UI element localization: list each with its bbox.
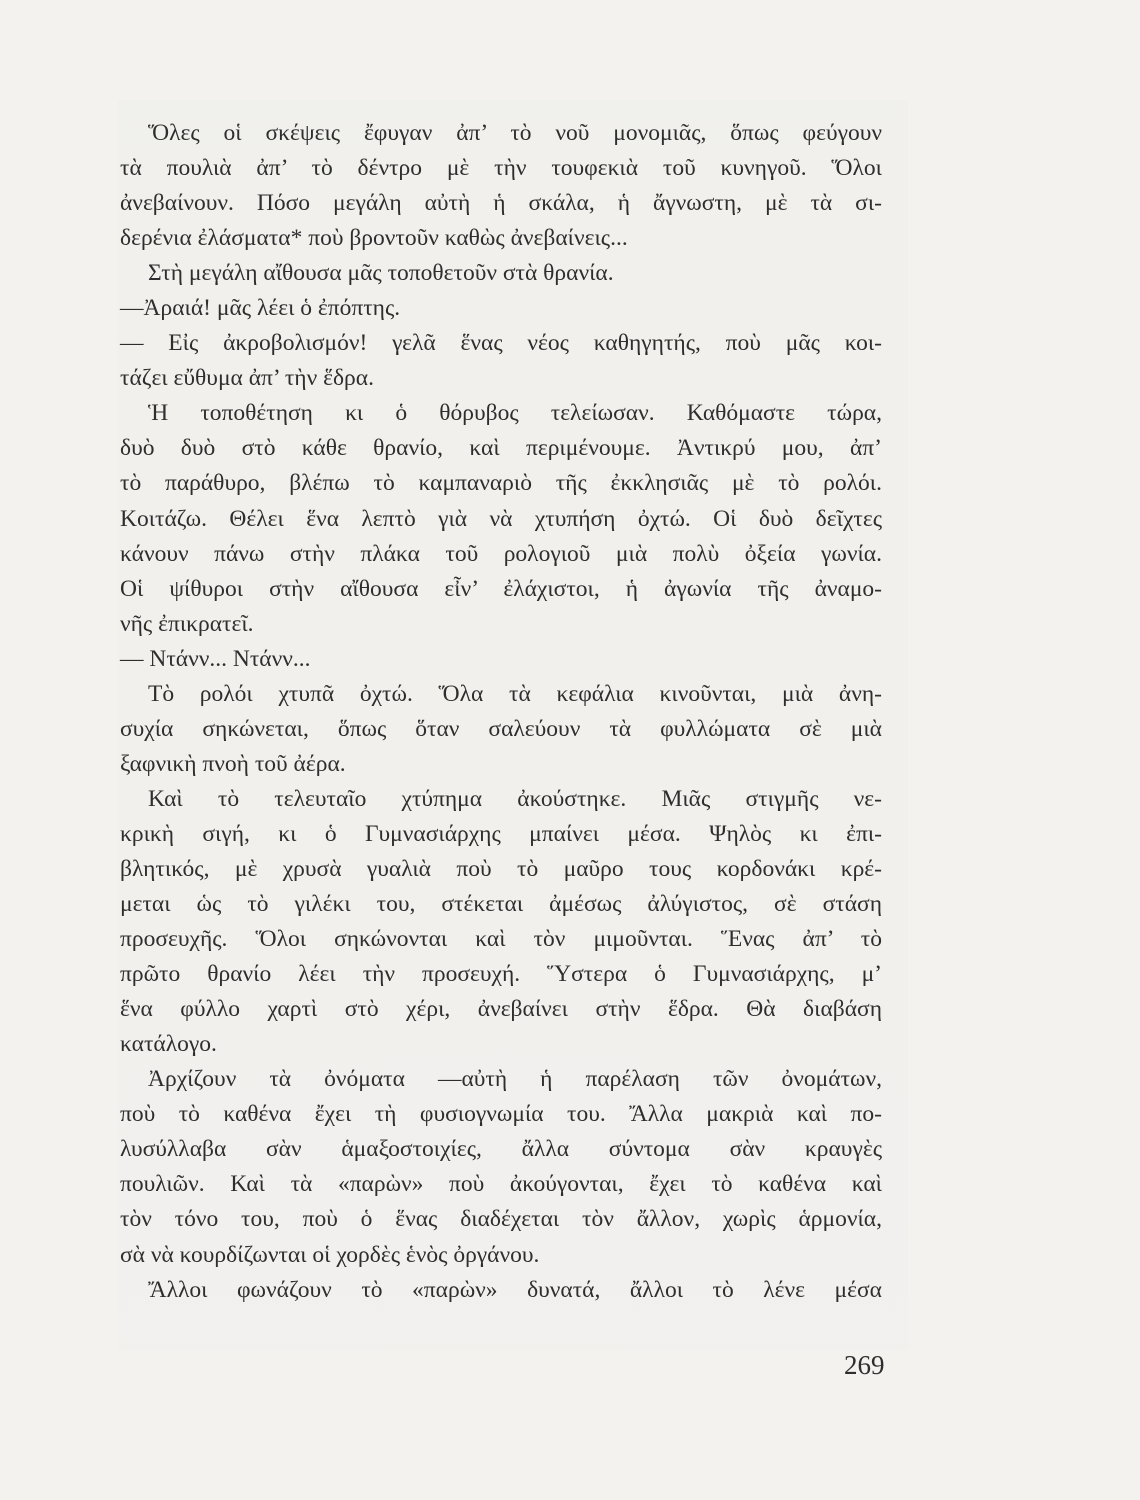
text-line: Ἄλλοι φωνάζουν τὸ «παρὼν» δυνατά, ἄλλοι τὸ λένε μέσα — [148, 1276, 882, 1303]
text-line: ἕνα φύλλο χαρτὶ στὸ χέρι, ἀνεβαίνει στὴν ἕδρα. Θὰ διαβάση — [120, 996, 882, 1023]
page-number: 269 — [844, 1350, 885, 1380]
body-text — [120, 116, 882, 1308]
text-line: πρῶτο θρανίο λέει τὴν προσευχή. Ὕστερα ὁ Γυμνασιάρχης, μ’ — [120, 961, 882, 988]
text-line: συχία σηκώνεται, ὅπως ὅταν σαλεύουν τὰ φυλλώματα σὲ μιὰ — [120, 715, 882, 742]
text-line: τὸν τόνο του, ποὺ ὁ ἕνας διαδέχεται τὸν ἄλλον, χωρὶς ἁρμονία, — [120, 1206, 882, 1233]
text-line: προσευχῆς. Ὅλοι σηκώνονται καὶ τὸν μιμοῦνται. Ἕνας ἀπ’ τὸ — [120, 926, 882, 953]
text-line: — Εἰς ἀκροβολισμόν! γελᾶ ἕνας νέος καθηγητής, ποὺ μᾶς κοι- — [120, 330, 882, 357]
text-line: νῆς ἐπικρατεῖ. — [120, 610, 254, 637]
text-line: λυσύλλαβα σὰν ἁμαξοστοιχίες, ἄλλα σύντομα σὰν κραυγὲς — [120, 1136, 882, 1163]
text-line: σὰ νὰ κουρδίζωνται οἱ χορδὲς ἑνὸς ὀργάνου. — [120, 1241, 540, 1268]
text-line: τὸ παράθυρο, βλέπω τὸ καμπαναριὸ τῆς ἐκκλησιᾶς μὲ τὸ ρολόι. — [120, 470, 882, 497]
text-line: μεται ὡς τὸ γιλέκι του, στέκεται ἀμέσως ἀλύγιστος, σὲ στάση — [120, 891, 882, 918]
text-line: Ἡ τοποθέτηση κι ὁ θόρυβος τελείωσαν. Καθόμαστε τώρα, — [148, 400, 882, 427]
text-line: Στὴ μεγάλη αἴθουσα μᾶς τοποθετοῦν στὰ θρανία. — [148, 260, 614, 287]
text-line: ἀνεβαίνουν. Πόσο μεγάλη αὐτὴ ἡ σκάλα, ἡ ἄγνωστη, μὲ τὰ σι- — [120, 190, 882, 217]
text-line: —Ἀραιά! μᾶς λέει ὁ ἐπόπτης. — [120, 295, 401, 322]
text-line: Οἱ ψίθυροι στὴν αἴθουσα εἶν’ ἐλάχιστοι, ἡ ἀγωνία τῆς ἀναμο- — [120, 575, 882, 602]
text-line: ποὺ τὸ καθένα ἔχει τὴ φυσιογνωμία του. Ἄλλα μακριὰ καὶ πο- — [120, 1101, 882, 1128]
text-line: ξαφνικὴ πνοὴ τοῦ ἀέρα. — [120, 750, 346, 777]
text-line: κατάλογο. — [120, 1031, 217, 1058]
text-line: πουλιῶν. Καὶ τὰ «παρὼν» ποὺ ἀκούγονται, ἔχει τὸ καθένα καὶ — [120, 1171, 882, 1198]
text-line: δυὸ δυὸ στὸ κάθε θρανίο, καὶ περιμένουμε. Ἀντικρύ μου, ἀπ’ — [120, 435, 882, 462]
text-line: — Ντάνν... Ντάνν... — [120, 645, 311, 672]
text-line: βλητικός, μὲ χρυσὰ γυαλιὰ ποὺ τὸ μαῦρο τους κορδονάκι κρέ- — [120, 855, 882, 882]
text-line: Ὅλες οἱ σκέψεις ἔφυγαν ἀπ’ τὸ νοῦ μονομιᾶς, ὅπως φεύγουν — [148, 120, 882, 146]
text-line: τὰ πουλιὰ ἀπ’ τὸ δέντρο μὲ τὴν τουφεκιὰ τοῦ κυνηγοῦ. Ὅλοι — [120, 155, 882, 182]
text-line: Καὶ τὸ τελευταῖο χτύπημα ἀκούστηκε. Μιᾶς στιγμῆς νε- — [148, 785, 882, 812]
text-line: Ἀρχίζουν τὰ ὀνόματα —αὐτὴ ἡ παρέλαση τῶν ὀνομάτων, — [148, 1066, 882, 1093]
text-line: δερένια ἐλάσματα* ποὺ βροντοῦν καθὼς ἀνεβαίνεις... — [120, 225, 628, 252]
text-line: κρικὴ σιγή, κι ὁ Γυμνασιάρχης μπαίνει μέσα. Ψηλὸς κι ἐπι- — [120, 820, 882, 847]
text-line: Κοιτάζω. Θέλει ἕνα λεπτὸ γιὰ νὰ χτυπήση ὀχτώ. Οἱ δυὸ δεῖχτες — [120, 505, 882, 532]
text-line: τάζει εὔθυμα ἀπ’ τὴν ἕδρα. — [120, 365, 374, 392]
text-line: κάνουν πάνω στὴν πλάκα τοῦ ρολογιοῦ μιὰ πολὺ ὀξεία γωνία. — [120, 540, 882, 567]
text-line: Τὸ ρολόι χτυπᾶ ὀχτώ. Ὅλα τὰ κεφάλια κινοῦνται, μιὰ ἀνη- — [148, 680, 882, 707]
